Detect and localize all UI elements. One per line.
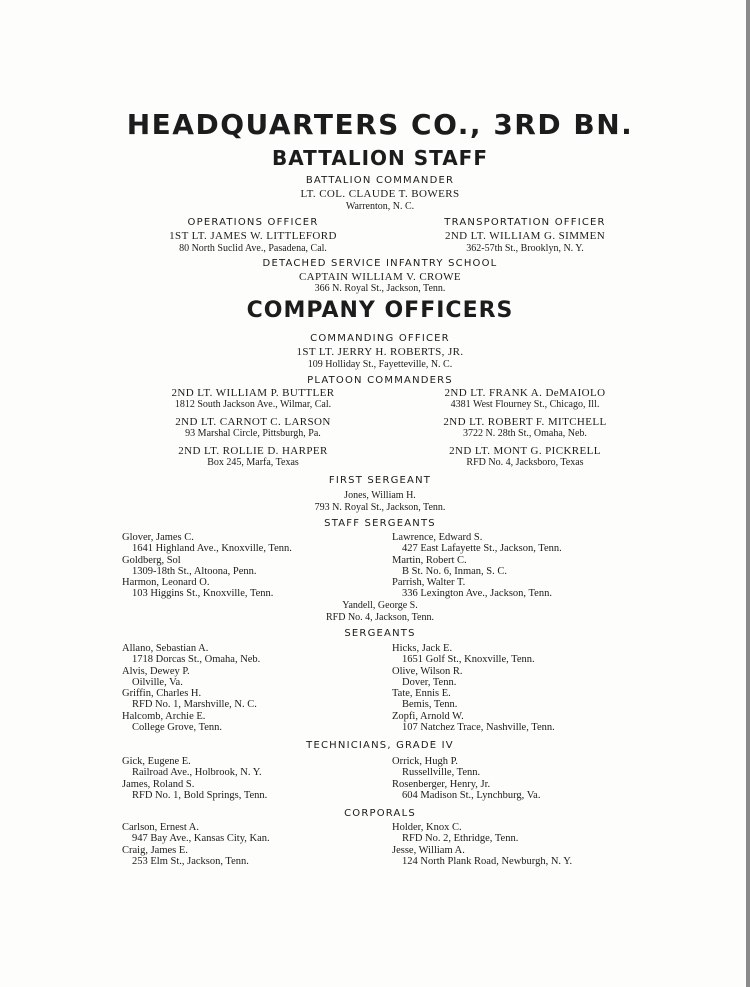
- member-name: Orrick, Hugh P.: [392, 756, 458, 767]
- technicians-label: TECHNICIANS, GRADE IV: [306, 740, 454, 751]
- member-name: Gick, Eugene E.: [122, 756, 191, 767]
- member-address: 103 Higgins St., Knoxville, Tenn.: [132, 588, 274, 600]
- platoon-commander-address: 3722 N. 28th St., Omaha, Neb.: [463, 428, 587, 439]
- member-address: B St. No. 6, Inman, S. C.: [402, 565, 508, 577]
- member-name: Goldberg, Sol: [122, 554, 181, 566]
- transportation-officer-address: 362-57th St., Brooklyn, N. Y.: [466, 243, 584, 254]
- member-address: Russellville, Tenn.: [402, 767, 481, 779]
- platoon-commander-address: 93 Marshal Circle, Pittsburgh, Pa.: [185, 428, 321, 439]
- operations-officer-address: 80 North Suclid Ave., Pasadena, Cal.: [179, 243, 327, 254]
- member-name: Jesse, William A.: [392, 844, 465, 856]
- member-name: Craig, James E.: [122, 844, 188, 856]
- member-name: Olive, Wilson R.: [392, 665, 463, 677]
- page-title: HEADQUARTERS CO., 3RD BN.: [126, 108, 634, 141]
- platoon-commander-name: 2ND LT. MONT G. PICKRELL: [449, 445, 601, 457]
- platoon-commander-name: 2ND LT. ROBERT F. MITCHELL: [443, 416, 607, 428]
- member-address: 1641 Highland Ave., Knoxville, Tenn.: [132, 543, 292, 555]
- member-name: Zopfi, Arnold W.: [392, 710, 464, 722]
- platoon-commander-address: 4381 West Flourney St., Chicago, Ill.: [450, 399, 600, 410]
- member-address: RFD No. 1, Bold Springs, Tenn.: [132, 789, 268, 801]
- staff-sergeant-center-name: Yandell, George S.: [342, 600, 418, 611]
- member-address: 253 Elm St., Jackson, Tenn.: [132, 855, 249, 867]
- transportation-officer-label: TRANSPORTATION OFFICER: [444, 217, 606, 228]
- member-name: Allano, Sebastian A.: [122, 643, 209, 654]
- member-name: Martin, Robert C.: [392, 554, 467, 566]
- member-address: Bemis, Tenn.: [402, 699, 458, 711]
- battalion-commander-name: LT. COL. CLAUDE T. BOWERS: [300, 188, 460, 200]
- corporals-label: CORPORALS: [344, 808, 416, 819]
- staff-sergeants-left-list: [122, 532, 292, 600]
- member-address: RFD No. 2, Ethridge, Tenn.: [402, 833, 519, 845]
- member-name: Hicks, Jack E.: [392, 643, 453, 654]
- member-name: Glover, James C.: [122, 532, 194, 543]
- commanding-officer-address: 109 Holliday St., Fayetteville, N. C.: [307, 359, 453, 370]
- member-address: 107 Natchez Trace, Nashville, Tenn.: [402, 722, 555, 734]
- battalion-commander-label: BATTALION COMMANDER: [305, 175, 455, 186]
- detached-service-label: DETACHED SERVICE INFANTRY SCHOOL: [262, 258, 498, 269]
- sergeants-label: SERGEANTS: [344, 628, 416, 639]
- platoon-commanders-label: PLATOON COMMANDERS: [307, 375, 453, 386]
- member-name: Halcomb, Archie E.: [122, 710, 206, 722]
- staff-sergeants-right-list: [392, 532, 562, 600]
- member-name: Tate, Ennis E.: [392, 688, 451, 700]
- sergeants-left-list: [122, 643, 260, 733]
- platoon-commander-address: 1812 South Jackson Ave., Wilmar, Cal.: [174, 399, 332, 410]
- company-officers-heading: COMPANY OFFICERS: [246, 298, 514, 323]
- member-name: Holder, Knox C.: [392, 822, 462, 833]
- battalion-staff-heading: BATTALION STAFF: [271, 146, 489, 170]
- detached-service-name: CAPTAIN WILLIAM V. CROWE: [298, 271, 462, 283]
- member-address: 427 East Lafayette St., Jackson, Tenn.: [402, 543, 562, 555]
- page-edge-shadow: [746, 0, 750, 987]
- member-address: Railroad Ave., Holbrook, N. Y.: [132, 767, 262, 779]
- first-sergeant-label: FIRST SERGEANT: [328, 475, 432, 486]
- battalion-commander-address: Warrenton, N. C.: [345, 201, 415, 212]
- corporals-right-list: [392, 822, 572, 867]
- member-address: 1309-18th St., Altoona, Penn.: [132, 565, 257, 577]
- first-sergeant-address: 793 N. Royal St., Jackson, Tenn.: [314, 502, 446, 513]
- member-address: 124 North Plank Road, Newburgh, N. Y.: [402, 855, 573, 867]
- operations-officer-name: 1ST LT. JAMES W. LITTLEFORD: [169, 230, 337, 242]
- member-name: Alvis, Dewey P.: [122, 665, 190, 677]
- technicians-left-list: [122, 756, 267, 801]
- operations-officer-label: OPERATIONS OFFICER: [187, 217, 319, 228]
- member-address: 1651 Golf St., Knoxville, Tenn.: [402, 654, 535, 666]
- staff-sergeant-center-address: RFD No. 4, Jackson, Tenn.: [325, 612, 434, 623]
- member-name: James, Roland S.: [122, 778, 195, 790]
- detached-service-address: 366 N. Royal St., Jackson, Tenn.: [314, 283, 446, 294]
- member-name: Griffin, Charles H.: [122, 688, 202, 700]
- member-address: RFD No. 1, Marshville, N. C.: [132, 699, 257, 711]
- platoon-commander-name: 2ND LT. CARNOT C. LARSON: [175, 416, 331, 428]
- member-address: 604 Madison St., Lynchburg, Va.: [402, 789, 541, 801]
- member-name: Carlson, Ernest A.: [122, 822, 199, 833]
- platoon-commander-name: 2ND LT. WILLIAM P. BUTTLER: [171, 387, 335, 399]
- member-name: Rosenberger, Henry, Jr.: [392, 778, 491, 790]
- technicians-right-list: [392, 756, 540, 801]
- staff-sergeants-label: STAFF SERGEANTS: [324, 518, 436, 529]
- member-address: 336 Lexington Ave., Jackson, Tenn.: [402, 588, 552, 600]
- platoon-commander-address: RFD No. 4, Jacksboro, Texas: [466, 457, 584, 468]
- platoon-commander-name: 2ND LT. FRANK A. DeMAIOLO: [444, 387, 606, 399]
- transportation-officer-name: 2ND LT. WILLIAM G. SIMMEN: [444, 230, 606, 242]
- commanding-officer-label: COMMANDING OFFICER: [310, 333, 450, 344]
- platoon-commander-name: 2ND LT. ROLLIE D. HARPER: [178, 445, 328, 457]
- corporals-left-list: [122, 822, 270, 867]
- member-address: College Grove, Tenn.: [132, 722, 223, 734]
- member-address: Dover, Tenn.: [402, 676, 457, 688]
- member-name: Lawrence, Edward S.: [392, 532, 483, 543]
- member-address: 1718 Dorcas St., Omaha, Neb.: [132, 654, 261, 666]
- member-address: Oilville, Va.: [132, 676, 183, 688]
- platoon-commander-address: Box 245, Marfa, Texas: [207, 457, 299, 468]
- commanding-officer-name: 1ST LT. JERRY H. ROBERTS, JR.: [296, 346, 464, 358]
- member-address: 947 Bay Ave., Kansas City, Kan.: [132, 833, 270, 845]
- member-name: Harmon, Leonard O.: [122, 577, 210, 589]
- first-sergeant-name: Jones, William H.: [344, 490, 416, 501]
- member-name: Parrish, Walter T.: [392, 577, 466, 589]
- sergeants-right-list: [392, 643, 555, 733]
